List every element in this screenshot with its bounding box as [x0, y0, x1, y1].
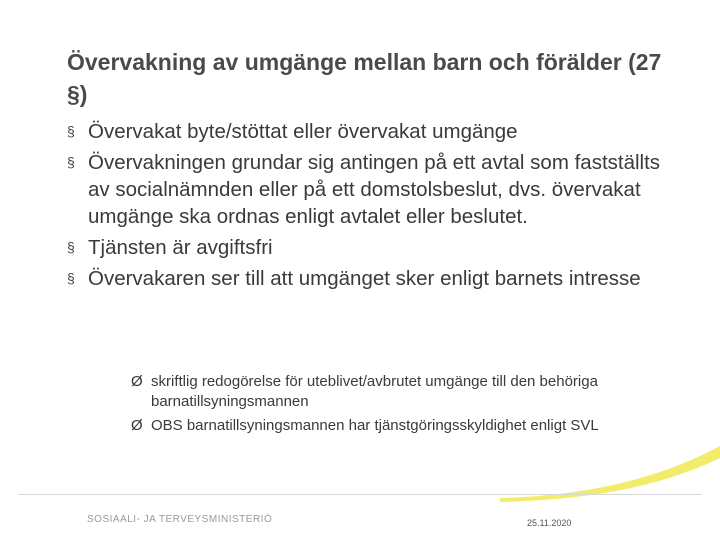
bullet-list — [67, 118, 667, 296]
slide-title: Övervakning av umgänge mellan barn och förälder (27 §) — [67, 49, 662, 107]
sub-bullet-list — [131, 372, 661, 440]
arrow-bullet-icon: Ø — [131, 373, 143, 390]
bullet-marker: § — [67, 123, 75, 139]
sub-bullet-text: OBS barnatillsyningsmannen har tjänstgöringsskyldighet enligt SVL — [151, 417, 599, 434]
bullet-text: Övervakaren ser till att umgänget sker enligt barnets intresse — [88, 267, 641, 290]
bullet-text: Övervakat byte/stöttat eller övervakat umgänge — [88, 120, 518, 143]
sub-bullet-item — [131, 372, 661, 412]
footer-date: 25.11.2020 — [527, 518, 572, 528]
sub-bullet-text: skriftlig redogörelse för uteblivet/avbrutet umgänge till den behöriga barnatillsyningsmannen — [151, 373, 598, 410]
bullet-marker: § — [67, 154, 75, 170]
arrow-bullet-icon: Ø — [131, 417, 143, 434]
bullet-item — [67, 118, 667, 145]
footer-divider — [18, 494, 702, 495]
ministry-logo: SOSIAALI- JA TERVEYSMINISTERIÖ — [87, 514, 273, 525]
bullet-text: Tjänsten är avgiftsfri — [88, 236, 273, 259]
bullet-marker: § — [67, 270, 75, 286]
bullet-item — [67, 234, 667, 261]
bullet-marker: § — [67, 239, 75, 255]
sub-bullet-item — [131, 416, 661, 436]
bullet-item — [67, 149, 667, 230]
bullet-item — [67, 265, 667, 292]
decorative-swoosh-icon — [500, 446, 720, 506]
bullet-text: Övervakningen grundar sig antingen på ett avtal som fastställts av socialnämnden eller på ett domstolsbeslut, dvs. övervakat umgänge ska ordnas enligt avtalet eller beslutet. — [88, 151, 661, 228]
